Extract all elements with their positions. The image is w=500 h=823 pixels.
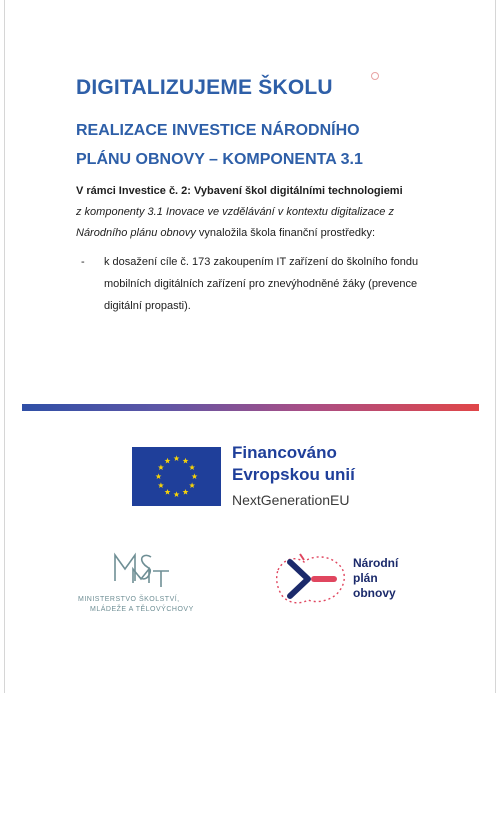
- eu-flag: [132, 447, 221, 506]
- npo-arrow-icon: [274, 548, 350, 610]
- bullet-dash: -: [81, 256, 85, 268]
- npo-line-2: plán: [353, 571, 378, 585]
- eu-stars-icon: [132, 447, 221, 506]
- npo-label: [353, 556, 398, 601]
- eu-star: [165, 489, 171, 495]
- subtitle-line-2: PLÁNU OBNOVY – KOMPONENTA 3.1: [76, 151, 363, 168]
- eu-line-3: NextGenerationEU: [232, 492, 350, 508]
- eu-star: [158, 464, 164, 470]
- eu-star: [183, 489, 189, 495]
- intro-bold: V rámci Investice č. 2: Vybavení škol digitálními technologiemi: [76, 185, 403, 197]
- eu-star: [189, 482, 195, 488]
- msmt-line-2: MLÁDEŽE A TĚLOVÝCHOVY: [90, 606, 194, 613]
- msmt-emblem-icon: [111, 551, 175, 591]
- eu-line-2: Evropskou unií: [232, 465, 355, 484]
- eu-star: [156, 473, 162, 479]
- poster-sheet: [4, 0, 496, 693]
- eu-star: [192, 473, 198, 479]
- eu-star: [165, 458, 171, 464]
- npo-logo: [274, 548, 424, 614]
- intro-paragraph: [76, 181, 436, 244]
- npo-line-1: Národní: [353, 556, 399, 570]
- poster-title: DIGITALIZUJEME ŠKOLU: [76, 76, 333, 99]
- eu-star: [158, 482, 164, 488]
- npo-line-3: obnovy: [353, 586, 396, 600]
- eu-star: [189, 464, 195, 470]
- msmt-logo: [73, 551, 221, 621]
- eu-funding-label: [232, 442, 355, 511]
- corner-mark: [371, 72, 379, 80]
- poster-subtitle: [76, 116, 456, 174]
- intro-rest: vynaložila škola finanční prostředky:: [195, 227, 376, 239]
- eu-star: [174, 491, 180, 497]
- eu-star: [174, 455, 180, 461]
- msmt-line-1: MINISTERSTVO ŠKOLSTVÍ,: [78, 596, 180, 603]
- gradient-band: [22, 404, 479, 411]
- eu-star: [183, 458, 189, 464]
- bullet-text: k dosažení cíle č. 173 zakoupením IT zařízení do školního fondu mobilních digitálních zařízení pro znevýhodněné žáky (prevence digitální propasti).: [104, 256, 419, 312]
- subtitle-line-1: REALIZACE INVESTICE NÁRODNÍHO: [76, 122, 360, 139]
- eu-line-1: Financováno: [232, 443, 337, 462]
- intro-italic: z komponenty 3.1 Inovace ve vzdělávání v kontextu digitalizace z Národního plánu obnovy: [76, 206, 394, 239]
